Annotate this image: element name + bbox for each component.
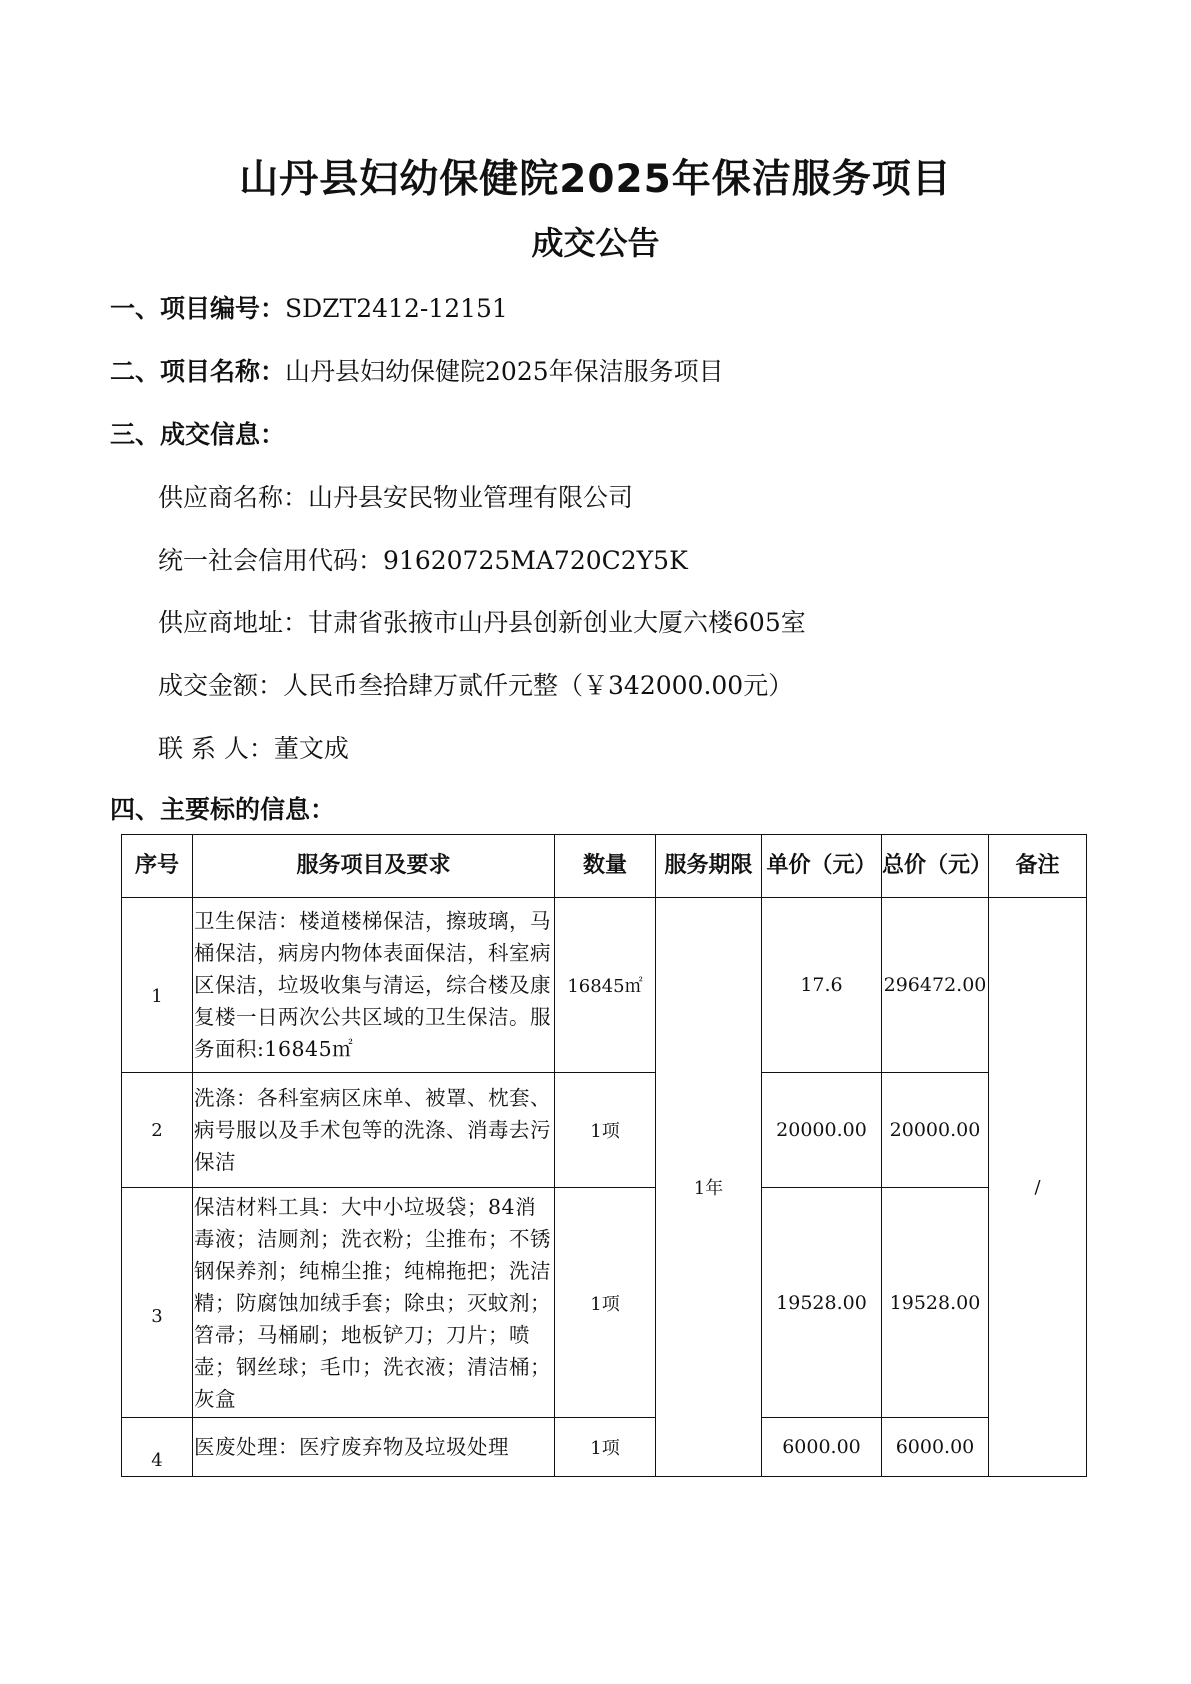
table-row bbox=[122, 1188, 1087, 1418]
row-item: 洗涤：各科室病区床单、被罩、枕套、病号服以及手术包等的洗涤、消毒去污保洁 bbox=[193, 1073, 555, 1188]
row-no: 4 bbox=[122, 1418, 193, 1477]
row-item: 医废处理：医疗废弃物及垃圾处理 bbox=[193, 1418, 555, 1477]
deal-amount-line bbox=[158, 666, 793, 702]
header-unit-price: 单价（元） bbox=[762, 835, 882, 898]
row-total-price: 20000.00 bbox=[882, 1073, 989, 1188]
row-item: 保洁材料工具：大中小垃圾袋；84消毒液；洁厕剂；洗衣粉；尘推布；不锈钢保养剂；纯棉尘推；纯棉拖把；洗洁精；防腐蚀加绒手套；除虫；灭蚊剂；笤帚；马桶刷；地板铲刀；刀片；喷壶；钢丝球；毛巾；洗衣液；清洁桶；灰盒 bbox=[193, 1188, 555, 1418]
service-period-cell: 1年 bbox=[656, 898, 762, 1477]
project-number-value: SDZT2412-12151 bbox=[285, 294, 508, 323]
document-title: 山丹县妇幼保健院2025年保洁服务项目 bbox=[239, 157, 952, 202]
header-qty: 数量 bbox=[555, 835, 656, 898]
contact-line bbox=[158, 729, 349, 765]
remark-cell: / bbox=[989, 898, 1087, 1477]
table-row bbox=[122, 1073, 1087, 1188]
header-period: 服务期限 bbox=[656, 835, 762, 898]
subject-info-heading bbox=[110, 790, 335, 826]
header-no: 序号 bbox=[122, 835, 193, 898]
row-qty: 16845㎡ bbox=[555, 898, 656, 1073]
row-total-price: 296472.00 bbox=[882, 898, 989, 1073]
row-no: 2 bbox=[122, 1073, 193, 1188]
credit-code-value: 91620725MA720C2Y5K bbox=[383, 546, 688, 575]
header-total-price: 总价（元） bbox=[882, 835, 989, 898]
row-qty: 1项 bbox=[555, 1418, 656, 1477]
table-header-row bbox=[122, 835, 1087, 898]
header-remark: 备注 bbox=[989, 835, 1087, 898]
row-unit-price: 20000.00 bbox=[762, 1073, 882, 1188]
supplier-address-value: 甘肃省张掖市山丹县创新创业大厦六楼605室 bbox=[308, 608, 806, 637]
project-name-label: 二、项目名称： bbox=[110, 357, 286, 386]
project-number-line bbox=[110, 289, 508, 325]
supplier-address-label: 供应商地址： bbox=[158, 608, 309, 637]
supplier-address-line bbox=[158, 603, 806, 639]
table-row bbox=[122, 898, 1087, 1073]
deal-amount-label: 成交金额： bbox=[158, 671, 284, 700]
credit-code-label: 统一社会信用代码： bbox=[158, 546, 384, 575]
row-qty: 1项 bbox=[555, 1188, 656, 1418]
row-unit-price: 19528.00 bbox=[762, 1188, 882, 1418]
table-row bbox=[122, 1418, 1087, 1477]
project-number-label: 一、项目编号： bbox=[110, 294, 286, 323]
supplier-name-value: 山丹县安民物业管理有限公司 bbox=[308, 483, 634, 512]
row-unit-price: 6000.00 bbox=[762, 1418, 882, 1477]
row-no: 3 bbox=[122, 1188, 193, 1418]
row-no: 1 bbox=[122, 898, 193, 1073]
row-unit-price: 17.6 bbox=[762, 898, 882, 1073]
deal-info-heading bbox=[110, 415, 285, 451]
deal-amount-value: 人民币叁拾肆万贰仟元整（￥342000.00元） bbox=[283, 671, 794, 700]
row-total-price: 6000.00 bbox=[882, 1418, 989, 1477]
project-name-line bbox=[110, 352, 724, 388]
row-total-price: 19528.00 bbox=[882, 1188, 989, 1418]
deal-info-label: 三、成交信息： bbox=[110, 420, 286, 449]
project-name-value: 山丹县妇幼保健院2025年保洁服务项目 bbox=[285, 357, 724, 386]
row-item: 卫生保洁：楼道楼梯保洁，擦玻璃，马桶保洁，病房内物体表面保洁，科室病区保洁，垃圾收集与清运，综合楼及康复楼一日两次公共区域的卫生保洁。服务面积:16845㎡ bbox=[193, 898, 555, 1073]
supplier-name-line bbox=[158, 478, 633, 514]
document-subtitle: 成交公告 bbox=[531, 224, 660, 262]
subject-info-label: 四、主要标的信息： bbox=[110, 795, 336, 824]
header-item: 服务项目及要求 bbox=[193, 835, 555, 898]
contact-value: 董文成 bbox=[273, 734, 349, 763]
supplier-name-label: 供应商名称： bbox=[158, 483, 309, 512]
subject-table bbox=[121, 834, 1087, 1477]
row-qty: 1项 bbox=[555, 1073, 656, 1188]
contact-label: 联 系 人： bbox=[158, 734, 274, 763]
credit-code-line bbox=[158, 541, 688, 577]
